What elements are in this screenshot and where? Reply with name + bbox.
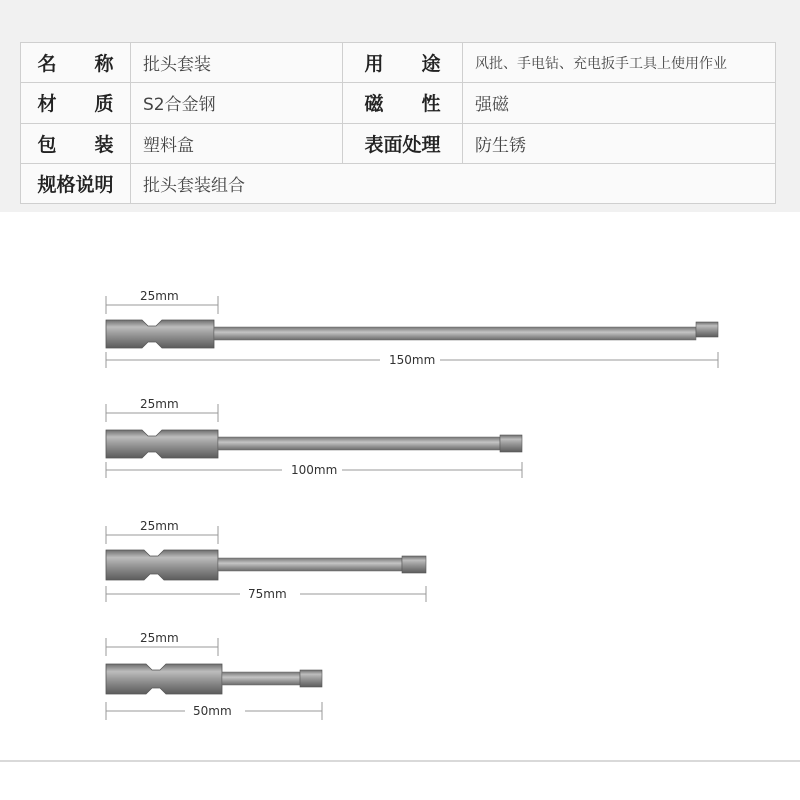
shank-dim-label: 25mm — [140, 631, 179, 645]
bit-100mm — [106, 395, 522, 478]
shank-dim-label: 25mm — [140, 519, 179, 533]
label-usage: 用 途 — [343, 43, 463, 83]
value-magnetism: 强磁 — [463, 83, 776, 123]
spec-row-material — [21, 83, 776, 123]
hex-tip — [402, 556, 426, 573]
shank-dim-label: 25mm — [140, 289, 179, 303]
length-dim-label: 75mm — [248, 587, 287, 601]
value-specification: 批头套装组合 — [131, 163, 776, 203]
spec-panel — [0, 0, 800, 212]
shank-dim-label: 25mm — [140, 397, 179, 411]
bit-150mm — [106, 287, 718, 368]
hex-tip — [696, 322, 718, 337]
hex-shank — [106, 320, 214, 348]
hex-tip — [500, 435, 522, 452]
length-dim-label: 100mm — [291, 463, 338, 477]
value-material: S2合金钢 — [131, 83, 343, 123]
bottom-divider — [0, 760, 800, 762]
label-magnetism: 磁 性 — [343, 83, 463, 123]
hex-tip — [300, 670, 322, 687]
length-dim-label: 50mm — [193, 704, 232, 718]
shaft — [214, 327, 696, 340]
label-specification: 规格说明 — [21, 163, 131, 203]
length-dim-label: 150mm — [389, 353, 436, 367]
spec-table — [20, 42, 776, 204]
value-name: 批头套装 — [131, 43, 343, 83]
bit-50mm — [106, 629, 322, 720]
spec-row-name — [21, 43, 776, 83]
shaft — [222, 672, 300, 685]
bits-illustration — [0, 212, 800, 760]
value-surface: 防生锈 — [463, 123, 776, 163]
value-package: 塑料盒 — [131, 123, 343, 163]
label-package: 包 装 — [21, 123, 131, 163]
label-name: 名 称 — [21, 43, 131, 83]
hex-shank — [106, 664, 222, 694]
spec-row-package — [21, 123, 776, 163]
label-material: 材 质 — [21, 83, 131, 123]
shaft — [218, 558, 402, 571]
label-surface: 表面处理 — [343, 123, 463, 163]
hex-shank — [106, 430, 218, 458]
value-usage: 风批、手电钻、充电扳手工具上使用作业 — [463, 43, 776, 83]
shaft — [218, 437, 500, 450]
spec-row-specification — [21, 163, 776, 203]
hex-shank — [106, 550, 218, 580]
bit-75mm — [106, 517, 426, 602]
